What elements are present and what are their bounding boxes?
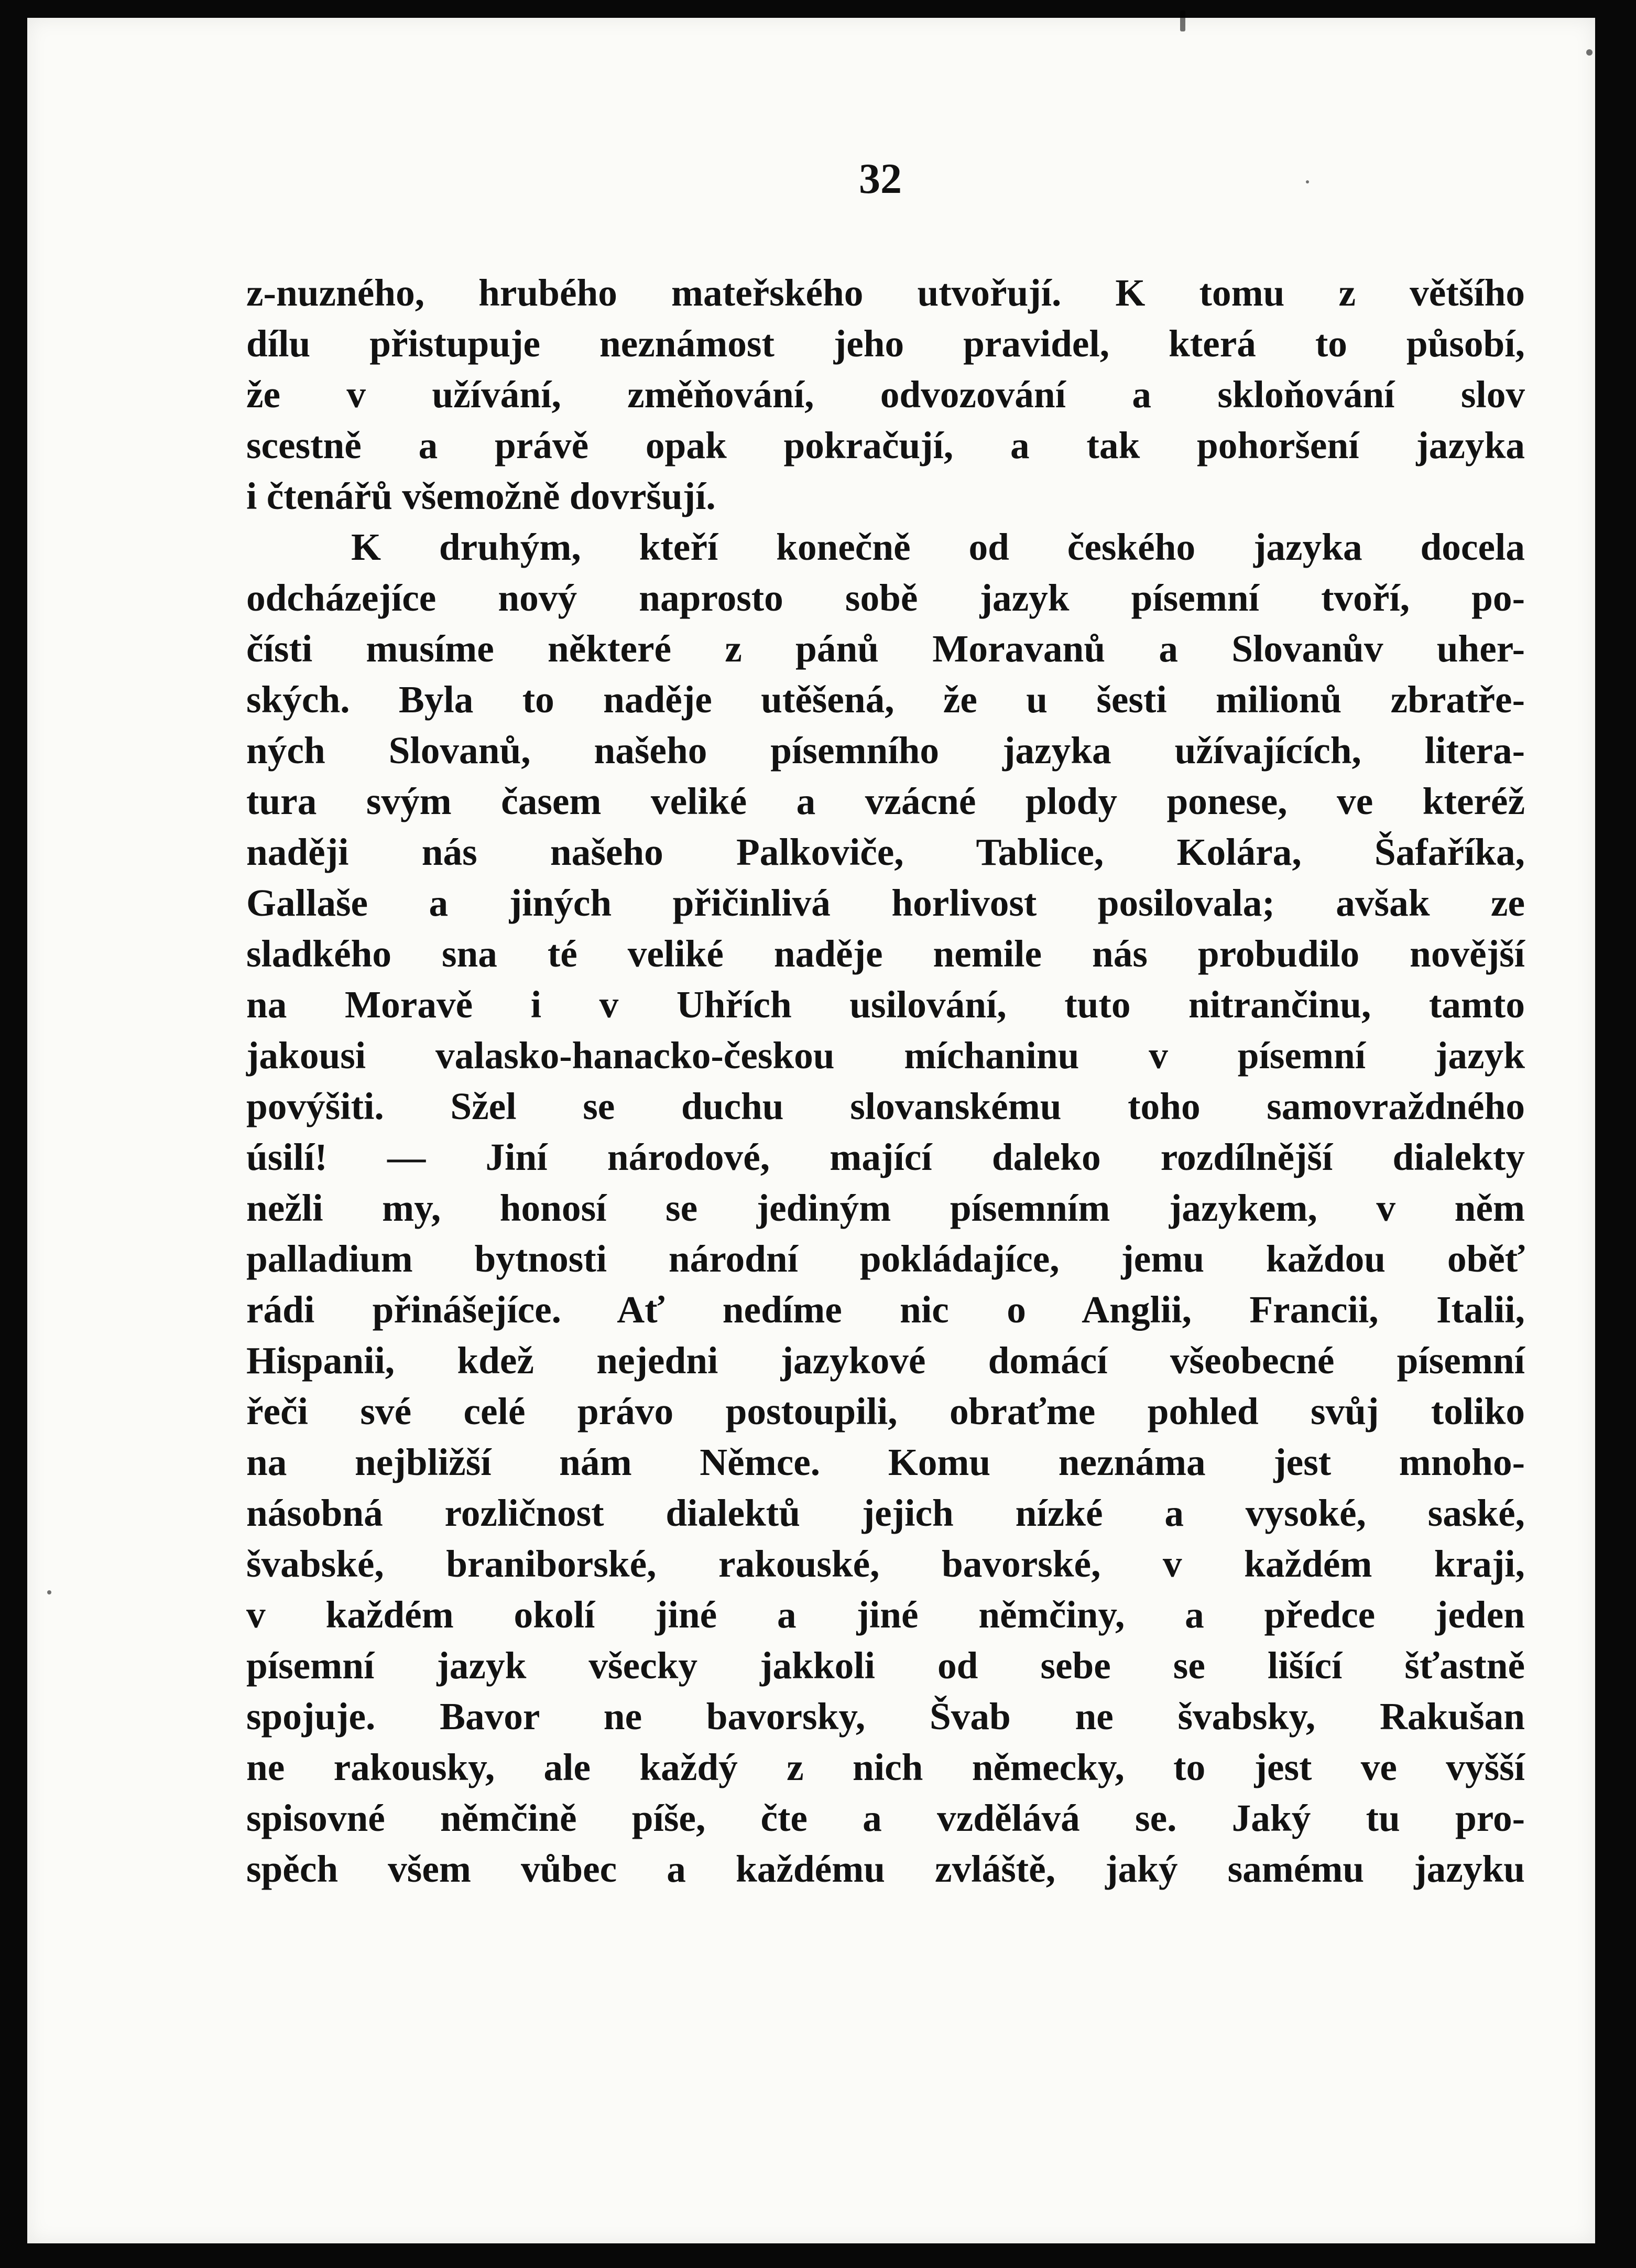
text-line: K druhým, kteří konečně od českého jazyka docela <box>351 526 1525 568</box>
text-line: řeči své celé právo postoupili, obraťme pohled svůj toliko <box>246 1390 1525 1433</box>
ink-speck <box>1180 10 1185 31</box>
text-line: švabské, braniborské, rakouské, bavorské, v každém kraji, <box>246 1543 1525 1585</box>
ink-speck <box>1586 49 1593 56</box>
text-line: spojuje. Bavor ne bavorsky, Švab ne švabsky, Rakušan <box>246 1695 1525 1738</box>
text-line: Hispanii, kdež nejedni jazykové domácí všeobecné písemní <box>246 1339 1525 1382</box>
text-line: scestně a právě opak pokračují, a tak pohoršení jazyka <box>246 424 1525 466</box>
text-line: spisovné němčině píše, čte a vzdělává se. Jaký tu pro- <box>246 1797 1525 1839</box>
text-line: ných Slovanů, našeho písemního jazyka užívajících, litera- <box>246 729 1525 772</box>
text-line: písemní jazyk všecky jakkoli od sebe se lišící šťastně <box>246 1644 1525 1687</box>
text-line: ských. Byla to naděje utěšená, že u šesti milionů zbratře- <box>246 678 1525 721</box>
text-line: sladkého sna té veliké naděje nemile nás probudilo novější <box>246 932 1525 975</box>
text-line: jakousi valasko-hanacko-českou míchaninu v písemní jazyk <box>246 1034 1525 1077</box>
text-line: že v užívání, změňování, odvozování a skloňování slov <box>246 373 1525 416</box>
text-line: úsilí! — Jiní národové, mající daleko rozdílnější dialekty <box>246 1136 1525 1178</box>
ink-speck <box>47 1590 51 1594</box>
text-line: odcházejíce nový naprosto sobě jazyk písemní tvoří, po- <box>246 577 1525 619</box>
ink-speck <box>1306 180 1309 183</box>
text-line: Gallaše a jiných přičinlivá horlivost posilovala; avšak ze <box>246 882 1525 924</box>
text-line: násobná rozličnost dialektů jejich nízké a vysoké, saské, <box>246 1492 1525 1534</box>
text-line: naději nás našeho Palkoviče, Tablice, Kolára, Šafaříka, <box>246 831 1525 873</box>
text-line: povýšiti. Sžel se duchu slovanskému toho samovraždného <box>246 1085 1525 1127</box>
text-line: na Moravě i v Uhřích usilování, tuto nitrančinu, tamto <box>246 983 1525 1026</box>
text-line: ne rakousky, ale každý z nich německy, to jest ve vyšší <box>246 1746 1525 1788</box>
text-line: i čtenářů všemožně dovršují. <box>246 475 716 517</box>
text-line: tura svým časem veliké a vzácné plody ponese, ve kteréž <box>246 780 1525 822</box>
text-line: spěch všem vůbec a každému zvláště, jaký samému jazyku <box>246 1848 1525 1890</box>
page-number: 32 <box>859 155 902 202</box>
text-line: nežli my, honosí se jediným písemním jazykem, v něm <box>246 1187 1525 1229</box>
text-line: v každém okolí jiné a jiné němčiny, a předce jeden <box>246 1593 1525 1636</box>
text-line: z-nuzného, hrubého mateřského utvořují. K tomu z většího <box>246 272 1525 314</box>
text-line: rádi přinášejíce. Ať nedíme nic o Anglii, Francii, Italii, <box>246 1288 1525 1331</box>
text-line: dílu přistupuje neznámost jeho pravidel, která to působí, <box>246 322 1525 365</box>
text-line: na nejbližší nám Němce. Komu neznáma jest mnoho- <box>246 1441 1525 1483</box>
body-text <box>246 267 1525 1894</box>
text-line: čísti musíme některé z pánů Moravanů a Slovanův uher- <box>246 627 1525 670</box>
text-line: palladium bytnosti národní pokládajíce, jemu každou oběť <box>246 1238 1525 1280</box>
